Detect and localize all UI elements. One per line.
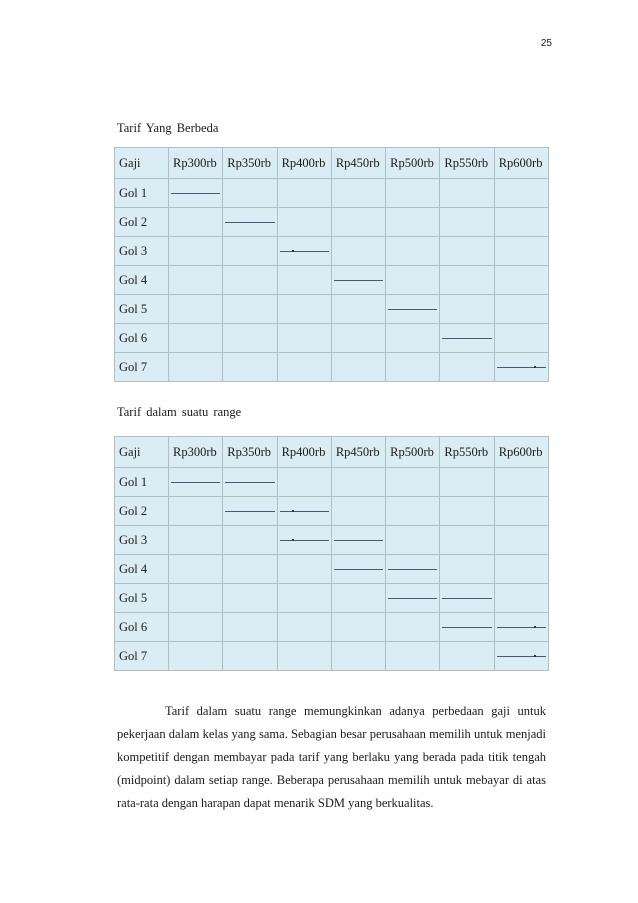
rate-line [334, 540, 383, 541]
row-label: Gol 1 [115, 468, 169, 497]
table2-header-row [115, 437, 549, 468]
rate-cell [440, 266, 494, 295]
rate-cell [386, 295, 440, 324]
rate-line [442, 598, 491, 599]
rate-line [442, 627, 491, 628]
rate-line [225, 511, 274, 512]
rate-cell [331, 266, 385, 295]
rate-cell [494, 208, 548, 237]
table-row [115, 353, 549, 382]
rate-cell [440, 295, 494, 324]
rate-cell [494, 526, 548, 555]
rate-cell [494, 555, 548, 584]
rate-cell [223, 237, 277, 266]
line-tick-mark [292, 250, 294, 252]
table-row [115, 295, 549, 324]
rate-cell [277, 208, 331, 237]
rate-cell [386, 497, 440, 526]
rate-cell [386, 324, 440, 353]
line-tick-mark [292, 510, 294, 512]
rate-line [388, 598, 437, 599]
rate-cell [223, 208, 277, 237]
rate-cell [169, 497, 223, 526]
rate-line [497, 367, 546, 368]
rate-cell [277, 468, 331, 497]
rate-cell [169, 324, 223, 353]
rate-cell [386, 584, 440, 613]
rate-cell [169, 266, 223, 295]
rate-cell [440, 642, 494, 671]
rate-line [225, 482, 274, 483]
rate-line [442, 338, 491, 339]
rate-cell [169, 613, 223, 642]
rate-cell [169, 353, 223, 382]
rate-cell [494, 179, 548, 208]
table-row [115, 266, 549, 295]
rate-cell [331, 324, 385, 353]
rate-cell [277, 526, 331, 555]
rate-cell [386, 266, 440, 295]
rate-cell [440, 353, 494, 382]
rate-line [171, 482, 220, 483]
rate-line [388, 309, 437, 310]
table-row [115, 497, 549, 526]
rate-cell [386, 555, 440, 584]
row-label: Gol 4 [115, 266, 169, 295]
rate-cell [386, 353, 440, 382]
column-header-rp550rb: Rp550rb [440, 437, 494, 468]
column-header-gaji: Gaji [115, 437, 169, 468]
rate-cell [386, 179, 440, 208]
rate-cell [223, 266, 277, 295]
rate-cell [440, 179, 494, 208]
rate-line [334, 569, 383, 570]
row-label: Gol 2 [115, 497, 169, 526]
rate-cell [494, 468, 548, 497]
table2-body [115, 468, 549, 671]
table2-caption: Tarif dalam suatu range [117, 405, 242, 419]
rate-cell [386, 237, 440, 266]
row-label: Gol 2 [115, 208, 169, 237]
column-header-rp550rb: Rp550rb [440, 148, 494, 179]
column-header-gaji: Gaji [115, 148, 169, 179]
rate-cell [494, 584, 548, 613]
table1-caption: Tarif Yang Berbeda [117, 121, 219, 135]
line-tick-mark [534, 626, 536, 628]
rate-cell [331, 613, 385, 642]
table-row [115, 208, 549, 237]
column-header-rp600rb: Rp600rb [494, 437, 548, 468]
rate-cell [169, 237, 223, 266]
column-header-rp350rb: Rp350rb [223, 437, 277, 468]
rate-cell [277, 613, 331, 642]
distinct-rates-table [114, 147, 549, 382]
paragraph-text: Tarif dalam suatu range memungkinkan adanya perbedaan gaji untuk pekerjaan dalam kelas yang sama. Sebagian besar perusahaan memilih untuk menjadi kompetitif dengan membayar pada tarif yang berlaku yang berada pada titik tengah (midpoint) dalam setiap range. Beberapa perusahaan memilih untuk mebayar di atas rata-rata dengan harapan dapat menarik SDM yang berkualitas. [117, 704, 546, 810]
rate-cell [169, 468, 223, 497]
rate-cell [277, 266, 331, 295]
rate-cell [331, 526, 385, 555]
rate-cell [223, 468, 277, 497]
rate-cell [494, 613, 548, 642]
table-row [115, 237, 549, 266]
rate-line [334, 280, 383, 281]
rate-cell [169, 179, 223, 208]
table1-header-row [115, 148, 549, 179]
rate-cell [494, 237, 548, 266]
row-label: Gol 5 [115, 584, 169, 613]
rate-line [280, 540, 329, 541]
rate-line [225, 222, 274, 223]
rate-cell [223, 555, 277, 584]
row-label: Gol 3 [115, 526, 169, 555]
rate-cell [223, 353, 277, 382]
row-label: Gol 1 [115, 179, 169, 208]
table-row [115, 324, 549, 353]
table1-body [115, 179, 549, 382]
rate-cell [440, 237, 494, 266]
row-label: Gol 7 [115, 353, 169, 382]
rate-cell [223, 584, 277, 613]
rate-cell [331, 237, 385, 266]
rate-cell [440, 208, 494, 237]
rate-cell [331, 555, 385, 584]
rate-cell [440, 555, 494, 584]
rate-cell [277, 497, 331, 526]
rate-cell [223, 295, 277, 324]
column-header-rp400rb: Rp400rb [277, 148, 331, 179]
rate-cell [223, 497, 277, 526]
line-tick-mark [292, 539, 294, 541]
rate-cell [440, 497, 494, 526]
rate-cell [331, 584, 385, 613]
line-tick-mark [534, 366, 536, 368]
rate-cell [277, 237, 331, 266]
row-label: Gol 6 [115, 613, 169, 642]
rate-cell [440, 324, 494, 353]
line-tick-mark [534, 655, 536, 657]
rate-cell [440, 613, 494, 642]
rate-cell [223, 526, 277, 555]
rate-cell [386, 208, 440, 237]
rate-cell [440, 584, 494, 613]
rate-cell [169, 555, 223, 584]
rate-cell [223, 642, 277, 671]
table-row [115, 584, 549, 613]
column-header-rp500rb: Rp500rb [386, 148, 440, 179]
rate-cell [494, 324, 548, 353]
rate-cell [223, 179, 277, 208]
rate-cell [169, 208, 223, 237]
rate-line [388, 569, 437, 570]
table-row [115, 555, 549, 584]
column-header-rp450rb: Rp450rb [331, 148, 385, 179]
row-label: Gol 6 [115, 324, 169, 353]
rate-cell [277, 295, 331, 324]
column-header-rp400rb: Rp400rb [277, 437, 331, 468]
row-label: Gol 5 [115, 295, 169, 324]
row-label: Gol 4 [115, 555, 169, 584]
rate-cell [386, 526, 440, 555]
column-header-rp500rb: Rp500rb [386, 437, 440, 468]
rate-cell [331, 295, 385, 324]
rate-line [497, 656, 546, 657]
body-paragraph [117, 700, 546, 815]
rate-cell [277, 642, 331, 671]
rate-cell [331, 353, 385, 382]
rate-line [280, 251, 329, 252]
rate-cell [440, 468, 494, 497]
table-row [115, 526, 549, 555]
page-number: 25 [540, 38, 552, 49]
rate-line [171, 193, 220, 194]
rate-cell [169, 295, 223, 324]
table-row [115, 179, 549, 208]
range-rates-table [114, 436, 549, 671]
column-header-rp600rb: Rp600rb [494, 148, 548, 179]
rate-cell [169, 526, 223, 555]
row-label: Gol 7 [115, 642, 169, 671]
column-header-rp350rb: Rp350rb [223, 148, 277, 179]
rate-cell [277, 179, 331, 208]
rate-cell [169, 584, 223, 613]
rate-line [497, 627, 546, 628]
table-row [115, 468, 549, 497]
rate-cell [277, 555, 331, 584]
rate-cell [386, 613, 440, 642]
rate-cell [494, 642, 548, 671]
rate-cell [386, 468, 440, 497]
rate-cell [277, 353, 331, 382]
row-label: Gol 3 [115, 237, 169, 266]
rate-cell [331, 468, 385, 497]
rate-cell [277, 584, 331, 613]
rate-cell [331, 642, 385, 671]
rate-cell [169, 642, 223, 671]
rate-cell [494, 353, 548, 382]
rate-cell [331, 179, 385, 208]
column-header-rp450rb: Rp450rb [331, 437, 385, 468]
column-header-rp300rb: Rp300rb [169, 437, 223, 468]
table-row [115, 642, 549, 671]
rate-cell [494, 266, 548, 295]
rate-line [280, 511, 329, 512]
rate-cell [331, 497, 385, 526]
column-header-rp300rb: Rp300rb [169, 148, 223, 179]
table-row [115, 613, 549, 642]
rate-cell [277, 324, 331, 353]
rate-cell [494, 295, 548, 324]
rate-cell [223, 324, 277, 353]
rate-cell [331, 208, 385, 237]
rate-cell [494, 497, 548, 526]
rate-cell [223, 613, 277, 642]
rate-cell [386, 642, 440, 671]
rate-cell [440, 526, 494, 555]
